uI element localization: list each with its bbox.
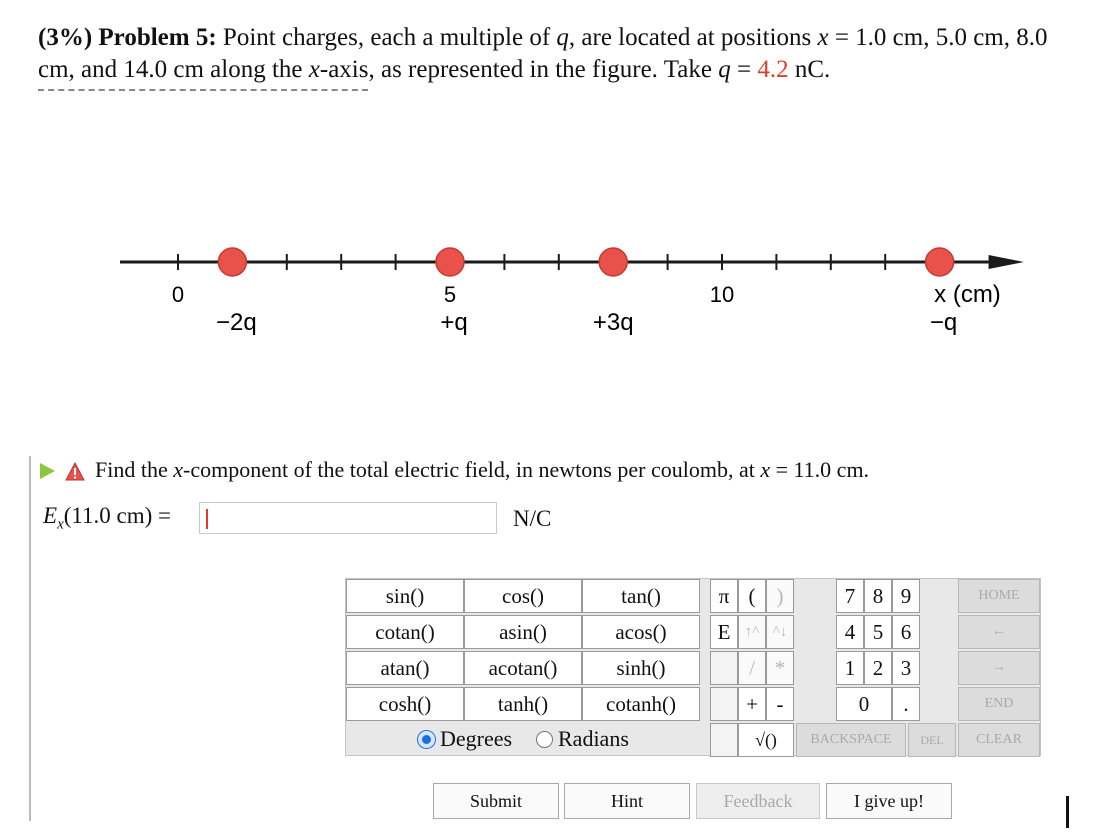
charge-label: +q — [440, 309, 468, 336]
divide-button[interactable]: / — [738, 651, 766, 685]
digit-3-button[interactable]: 3 — [892, 651, 920, 685]
digit-6-button[interactable]: 6 — [892, 615, 920, 649]
digit-5-button[interactable]: 5 — [864, 615, 892, 649]
blank-key — [710, 723, 738, 757]
exponent-up-button[interactable]: ↑^ — [738, 615, 766, 649]
tick-label-5: 5 — [443, 282, 457, 307]
cursor-right-button[interactable]: → — [958, 651, 1040, 685]
q-unit: nC. — [794, 56, 831, 83]
calculator-keypad — [345, 578, 1041, 756]
question-part: = 11.0 cm. — [770, 457, 870, 482]
digit-0-button[interactable]: 0 — [836, 687, 892, 721]
sqrt-button[interactable]: √() — [738, 723, 794, 757]
digit-8-button[interactable]: 8 — [864, 579, 892, 613]
digit-9-button[interactable]: 9 — [892, 579, 920, 613]
text-cursor — [1066, 796, 1069, 828]
blank-key — [710, 687, 738, 721]
charge-dot — [599, 248, 627, 276]
tanh-button[interactable]: tanh() — [464, 687, 582, 721]
field-symbol: E — [43, 503, 58, 528]
cursor-left-button[interactable]: ← — [958, 615, 1040, 649]
problem-label: Problem 5: — [98, 24, 217, 51]
play-icon[interactable] — [40, 463, 55, 479]
axis-label: x (cm) — [934, 281, 1001, 308]
cotan-button[interactable]: cotan() — [346, 615, 464, 649]
charge-dot — [436, 248, 464, 276]
question-text — [40, 455, 869, 485]
charge-label: +3q — [592, 309, 634, 336]
close-paren-button[interactable]: ) — [766, 579, 794, 613]
pi-button[interactable]: π — [710, 579, 738, 613]
home-button[interactable]: HOME — [958, 579, 1040, 613]
problem-var-x: x — [308, 56, 320, 83]
asin-button[interactable]: asin() — [464, 615, 582, 649]
plus-button[interactable]: + — [738, 687, 766, 721]
backspace-button[interactable]: BACKSPACE — [796, 723, 906, 757]
degrees-radio[interactable] — [418, 731, 435, 748]
problem-text: = — [730, 56, 758, 83]
atan-button[interactable]: atan() — [346, 651, 464, 685]
end-button[interactable]: END — [958, 687, 1040, 721]
cos-button[interactable]: cos() — [464, 579, 582, 613]
problem-text: Point charges, each a multiple of — [222, 24, 557, 51]
radians-label: Radians — [558, 726, 629, 751]
cotanh-button[interactable]: cotanh() — [582, 687, 700, 721]
blank-key — [710, 651, 738, 685]
q-value: 4.2 — [757, 56, 789, 83]
charge-label: −q — [929, 309, 958, 336]
charge-dot — [926, 248, 954, 276]
field-subscript: x — [57, 516, 64, 533]
give-up-button[interactable]: I give up! — [826, 783, 952, 819]
problem-var-x: x — [817, 24, 829, 51]
problem-weight: (3%) — [38, 24, 93, 51]
hint-button[interactable]: Hint — [564, 783, 690, 819]
problem-positions: 1.0 cm, 5.0 cm, 8.0 cm, and 14.0 cm along the — [38, 24, 1048, 83]
delete-button[interactable]: DEL — [908, 723, 956, 757]
tick-label-10: 10 — [709, 282, 735, 307]
problem-text: = — [828, 24, 856, 51]
x-axis — [120, 255, 1024, 269]
digit-2-button[interactable]: 2 — [864, 651, 892, 685]
tick-label-0: 0 — [171, 282, 185, 307]
e-button[interactable]: E — [710, 615, 738, 649]
tan-button[interactable]: tan() — [582, 579, 700, 613]
sin-button[interactable]: sin() — [346, 579, 464, 613]
problem-var-q: q — [556, 24, 569, 51]
sinh-button[interactable]: sinh() — [582, 651, 700, 685]
decimal-point-button[interactable]: . — [892, 687, 920, 721]
answer-input[interactable] — [199, 502, 497, 534]
charge-figure — [110, 238, 1050, 348]
cropped-text-line — [38, 88, 368, 92]
problem-var-q: q — [718, 56, 731, 83]
answer-label — [43, 503, 171, 534]
axis-arrowhead — [989, 255, 1024, 269]
digit-1-button[interactable]: 1 — [836, 651, 864, 685]
multiply-button[interactable]: * — [766, 651, 794, 685]
problem-text: , are located at positions — [568, 24, 818, 51]
question-part: Find the — [95, 457, 174, 482]
radians-radio[interactable] — [536, 731, 553, 748]
warning-icon — [65, 462, 85, 481]
answer-unit: N/C — [513, 506, 552, 531]
digit-7-button[interactable]: 7 — [836, 579, 864, 613]
submit-button[interactable]: Submit — [433, 783, 559, 819]
text-caret — [206, 509, 208, 529]
acotan-button[interactable]: acotan() — [464, 651, 582, 685]
question-left-border — [29, 456, 31, 821]
open-paren-button[interactable]: ( — [738, 579, 766, 613]
problem-text: -axis, as represented in the figure. Take — [319, 56, 719, 83]
angle-mode-group — [346, 723, 706, 755]
charge-label: −2q — [216, 309, 257, 336]
charge-dot — [218, 248, 246, 276]
digit-4-button[interactable]: 4 — [836, 615, 864, 649]
problem-statement — [38, 22, 1088, 86]
question-part: -component of the total electric field, in newtons per coulomb, at — [183, 457, 761, 482]
feedback-button[interactable]: Feedback — [696, 783, 820, 819]
question-var-x: x — [173, 457, 183, 482]
field-argument: (11.0 cm) = — [63, 503, 172, 528]
cosh-button[interactable]: cosh() — [346, 687, 464, 721]
question-var-x: x — [760, 457, 771, 482]
clear-button[interactable]: CLEAR — [958, 723, 1040, 757]
exponent-down-button[interactable]: ^↓ — [766, 615, 794, 649]
minus-button[interactable]: - — [766, 687, 794, 721]
degrees-label: Degrees — [440, 726, 513, 751]
acos-button[interactable]: acos() — [582, 615, 700, 649]
